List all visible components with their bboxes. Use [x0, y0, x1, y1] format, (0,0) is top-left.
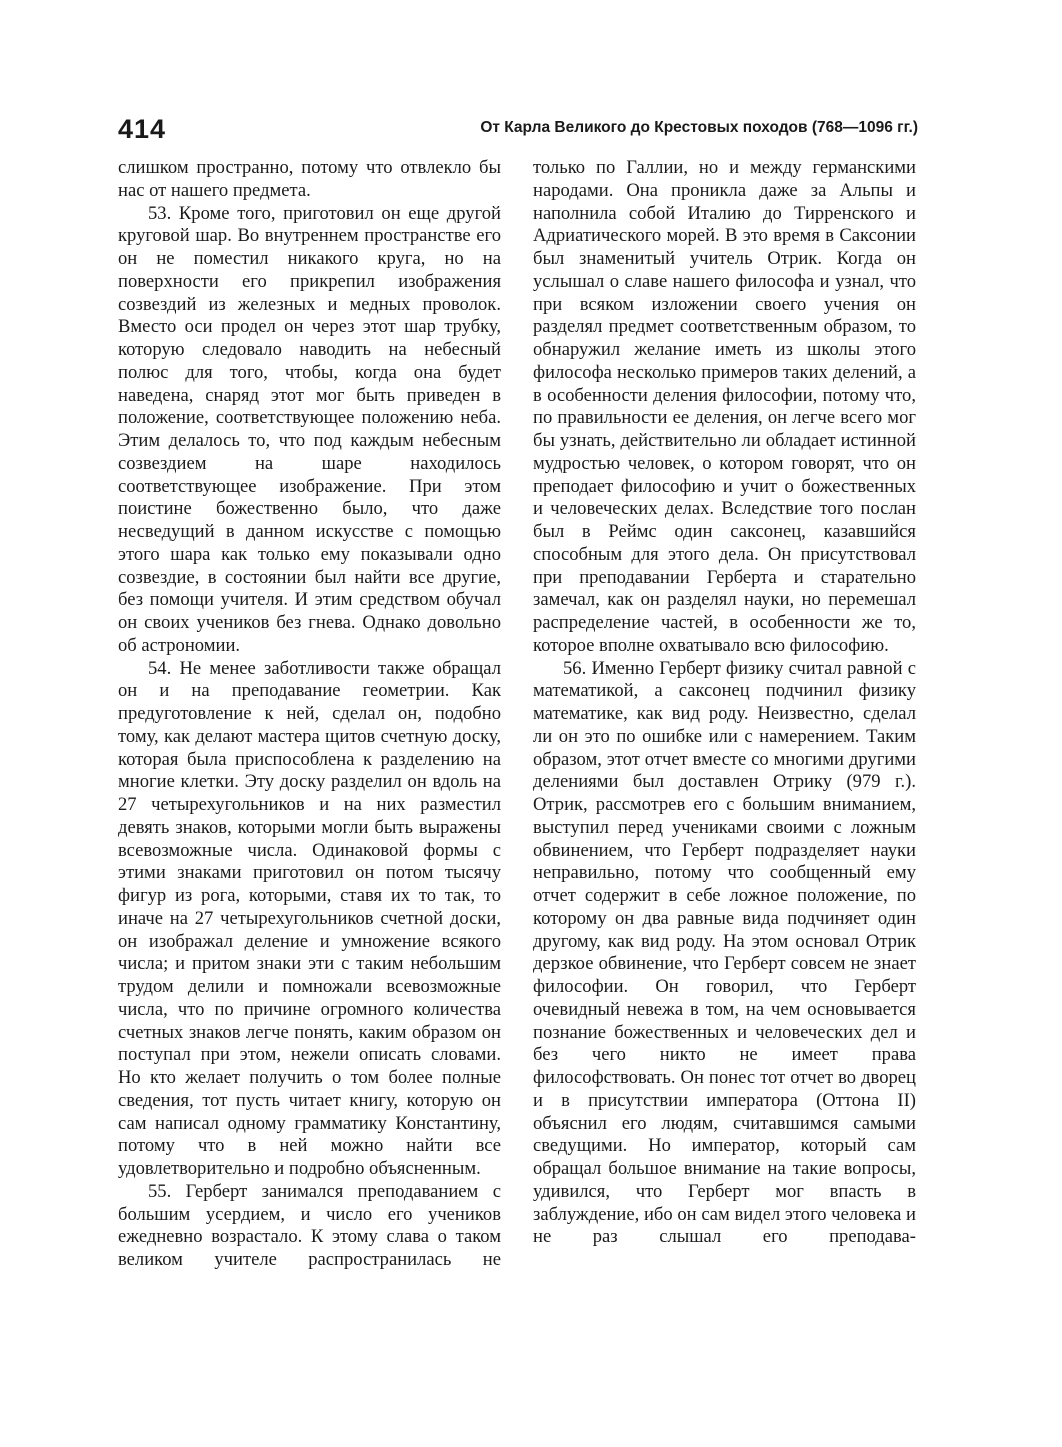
paragraph-54: 54. Не менее заботливости также обращал он и на преподавание геометрии. Как предуготовление к ней, сделал он, подобно тому, как делают мастера щитов счетную доску, которая была приспособлена к разделению на многие клетки. Эту доску разделил он вдоль на 27 четырехугольников и на них разместил девять знаков, которыми могли быть выражены всевозможные числа. Одинаковой формы с этими знаками приготовил он потом тысячу фигур из рога, которыми, ставя их то так, то иначе на 27 четырехугольников счетной доски, он изображал деление и умножение всякого числа; и притом знаки эти с таким небольшим трудом делили и помножали всевозможные числа, что по причине огромного количества счетных знаков легче понять, каким образом он поступал при этом, нежели описать словами. Но кто желает получить о том более полные сведения, тот пусть читает книгу, которую он сам написал одному грамматику Константину, потому что в ней можно найти все удовлетворительно и подробно объясненным.	[118, 657, 501, 1179]
page-number: 414	[118, 114, 167, 144]
paragraph: только по Галлии, но и между германскими народами. Она проникла даже за Альпы и наполнила собой Италию до Тирренского и Адриатического морей. В это время в Саксонии был знаменитый учитель Отрик. Когда он услышал о славе нашего философа и узнал, что при всяком изложении своего учения он разделял предмет соответственным образом, то обнаружил желание иметь из школы этого философа несколько примеров таких делений, а в особенности деления философии, потому что, по правильности ее деления, он легче всего мог бы узнать, действительно ли обладает истинной мудростью человек, о котором говорят, что он преподает философию и учит о божественных и человеческих делах. Вследствие того послан был в Реймс один саксонец, казавшийся способным для этого дела. Он присутствовал при преподавании Герберта и старательно замечал, как он разделял науки, но перемешал распределение частей, в особенности же то, которое вполне охватывало всю философию.	[533, 157, 916, 656]
page-header	[118, 112, 918, 148]
paragraph-55: 55. Герберт занимался преподаванием с большим усердием, и число его учеников ежедневно возрастало. К этому слава о таком великом учителе распространилась не	[118, 1180, 501, 1270]
running-title: От Карла Великого до Крестовых походов (768—1096 гг.)	[480, 119, 918, 136]
paragraph-56: 56. Именно Герберт физику считал равной с математикой, а саксонец подчинил физику математике, как вид роду. Неизвестно, сделал ли он это по ошибке или с намерением. Таким образом, этот отчет вместе со многими другими делениями был доставлен Отрику (979 г.). Отрик, рассмотрев его с большим вниманием, выступил перед учениками своими с ложным обвинением, что Герберт подразделяет науки неправильно, потому что сообщенный ему отчет содержит в себе ложное положение, по которому он два равные вида подчиняет один другому, как вид роду. На этом основал Отрик дерзкое обвинение, что Герберт совсем не знает философии. Он говорил, что Герберт очевидный невежа в том, на чем основывается познание божественных и человеческих дел и без чего никто не имеет права философствовать. Он понес тот отчет во дворец и в присутствии императора (Оттона II) объяснил его людям, считавшимся самыми сведущими. Но император, который сам обращал большое внимание на такие вопросы, удивился, что Герберт мог впасть в заблуждение, ибо он сам видел этого человека и не раз слышал его преподава-	[533, 657, 916, 1248]
right-column	[533, 157, 916, 1357]
paragraph-53: 53. Кроме того, приготовил он еще другой круговой шар. Во внутреннем пространстве его он не поместил никакого круга, но на поверхности его прикрепил изображения созвездий из железных и медных проволок. Вместо оси продел он через этот шар трубку, которую следовало наводить на небесный полюс для того, чтобы, когда она будет наведена, снаряд этот мог быть приведен в положение, соответствующее положению неба. Этим делалось то, что под каждым небесным созвездием на шаре находилось соответствующее изображение. При этом поистине божественно было, что даже несведущий в данном искусстве с помощью этого шара как только ему показывали одно созвездие, в состоянии был найти все другие, без помощи учителя. И этим средством обучал он своих учеников без гнева. Однако довольно об астрономии.	[118, 202, 501, 656]
paragraph: слишком пространно, потому что отвлекло бы нас от нашего предмета.	[118, 157, 501, 201]
left-column	[118, 157, 501, 1357]
